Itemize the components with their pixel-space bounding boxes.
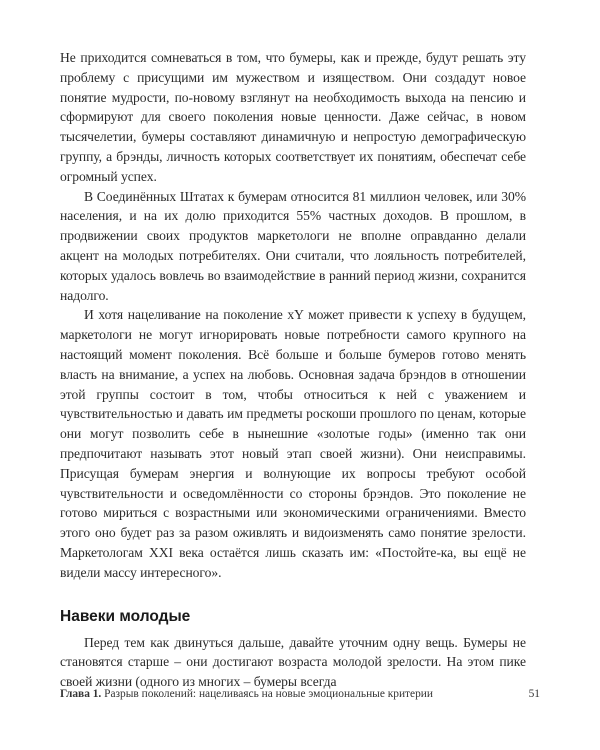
chapter-label: Глава 1.: [60, 688, 102, 700]
page-body: [60, 48, 526, 692]
page-number: 51: [528, 688, 540, 700]
chapter-title: Разрыв поколений: нацеливаясь на новые эмоциональные критерии: [101, 688, 433, 700]
page-footer: [60, 688, 540, 700]
body-paragraph: Не приходится сомневаться в том, что бумеры, как и прежде, будут решать эту проблему с присущими им мужеством и изяществом. Они создадут новое понятие мудрости, по-новому взглянут на необходимость выхода на пенсию и сформируют для своего поколения новые ценности. Даже сейчас, в новом тысячелетии, бумеры составляют динамичную и непростую демографическую группу, а брэнды, личность которых соответствует их понятиям, обеспечат себе огромный успех.: [60, 50, 526, 184]
body-paragraph: И хотя нацеливание на поколение хY может привести к успеху в будущем, маркетологи не могут игнорировать новые потребности самого крупного на настоящий момент поколения. Всё больше и больше бумеров готово менять власть на внимание, а успех на любовь. Основная задача брэндов в отношении этой группы состоит в том, чтобы относиться к ней с уважением и чувствительностью и давать им предметы роскоши прошлого по ценам, которые они могут позволить себе в нынешние «золотые годы» (именно так они предпочитают называть этот новый этап своей жизни). Они неисправимы. Присущая бумерам энергия и волнующие их вопросы требуют особой чувствительности и осведомлённости со стороны брэндов. Это поколение не готово мириться с возрастными или экономическими ограничениями. Вместо этого оно будет раз за разом оживлять и видоизменять само понятие зрелости. Маркетологам XXI века остаётся лишь сказать им: «Постойте-ка, вы ещё не видели массу интересного».: [60, 307, 526, 580]
section-heading: Навеки молодые: [60, 607, 191, 625]
section-paragraph: Перед тем как двинуться дальше, давайте уточним одну вещь. Бумеры не становятся старше – они достигают возраста молодой зрелости. На этом пике своей жизни (одного из многих – бумеры всегда: [60, 634, 526, 690]
body-paragraph: В Соединённых Штатах к бумерам относится 81 миллион человек, или 30% населения, и на их долю приходится 55% частных доходов. В прошлом, в продвижении своих продуктов маркетологи не вполне оправданно делали акцент на молодых потребителях. Они считали, что лояльность потребителей, которых удалось вовлечь во взаимодействие в ранний период жизни, сохранится надолго.: [60, 188, 526, 303]
